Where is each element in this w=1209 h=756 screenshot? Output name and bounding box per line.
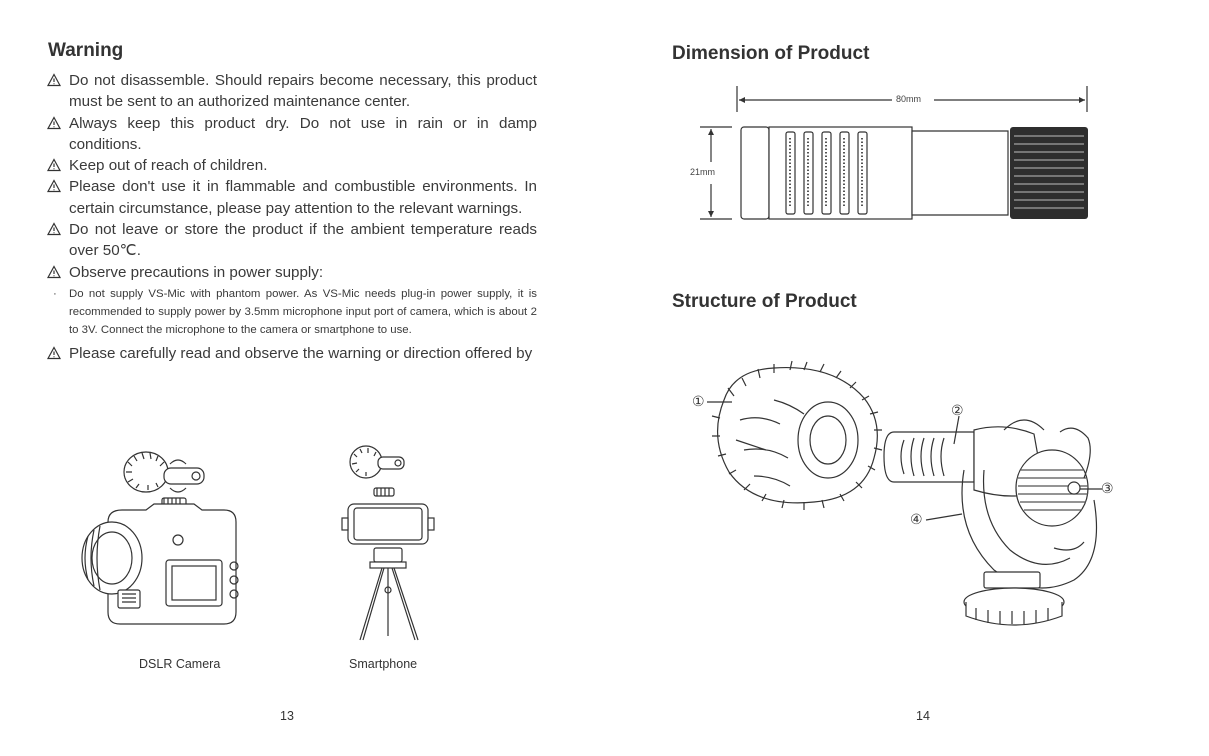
warning-heading: Warning xyxy=(48,40,124,61)
smartphone-tripod-illustration xyxy=(340,440,440,645)
page-14 xyxy=(604,0,1209,756)
dslr-camera-caption: DSLR Camera xyxy=(139,657,221,671)
warning-text: Please don't use it in flammable and combustible environments. In certain circumstance, please pay attention to the relevant warnings. xyxy=(69,178,537,217)
warning-text: Observe precautions in power supply: xyxy=(69,263,324,281)
page-13 xyxy=(0,0,604,756)
warning-text: Do not leave or store the product if the ambient temperature reads over 50℃. xyxy=(69,221,537,260)
structure-exploded-drawing xyxy=(604,0,1209,700)
dslr-camera-illustration xyxy=(78,440,248,645)
warning-triangle-icon xyxy=(47,222,61,236)
mount-base xyxy=(964,572,1064,625)
structure-heading: Structure of Product xyxy=(672,291,857,312)
warning-triangle-icon xyxy=(47,158,61,172)
warning-item xyxy=(47,262,537,283)
warning-text: Do not disassemble. Should repairs become necessary, this product must be sent to an authorized maintenance center. xyxy=(69,72,537,111)
power-note xyxy=(47,285,537,339)
callout-1: ① xyxy=(692,393,705,409)
warning-item xyxy=(47,343,537,364)
diameter-label: 21mm xyxy=(690,167,716,177)
warning-item xyxy=(47,155,537,176)
warning-text: Always keep this product dry. Do not use in rain or in damp conditions. xyxy=(69,114,537,153)
warning-triangle-icon xyxy=(47,346,61,360)
callout-2: ② xyxy=(951,402,964,418)
length-label: 80mm xyxy=(896,94,922,104)
page-number: 14 xyxy=(916,709,930,723)
warning-item xyxy=(47,113,537,156)
warning-text: Please carefully read and observe the warning or direction offered by xyxy=(69,344,533,362)
windscreen xyxy=(712,361,882,510)
callout-3: ③ xyxy=(1101,480,1114,496)
warning-item xyxy=(47,70,537,113)
warning-item xyxy=(47,219,537,262)
warning-triangle-icon xyxy=(47,73,61,87)
warning-item xyxy=(47,176,537,219)
warning-triangle-icon xyxy=(47,265,61,279)
callout-leader xyxy=(926,514,962,520)
warning-triangle-icon xyxy=(47,116,61,130)
warning-triangle-icon xyxy=(47,179,61,193)
callout-4: ④ xyxy=(910,511,923,527)
dimension-heading: Dimension of Product xyxy=(672,43,870,64)
warning-text: Keep out of reach of children. xyxy=(69,157,268,175)
page-number: 13 xyxy=(280,709,294,723)
smartphone-caption: Smartphone xyxy=(349,657,418,671)
warning-list xyxy=(47,70,537,364)
bullet: · xyxy=(53,287,57,300)
power-note-text: Do not supply VS-Mic with phantom power. As VS-Mic needs plug-in power supply, it is recommended to supply power by 3.5mm microphone input port of camera, which is about 2 to 3V. Connect the microphone to the camera or smartphone to use. xyxy=(69,287,537,336)
